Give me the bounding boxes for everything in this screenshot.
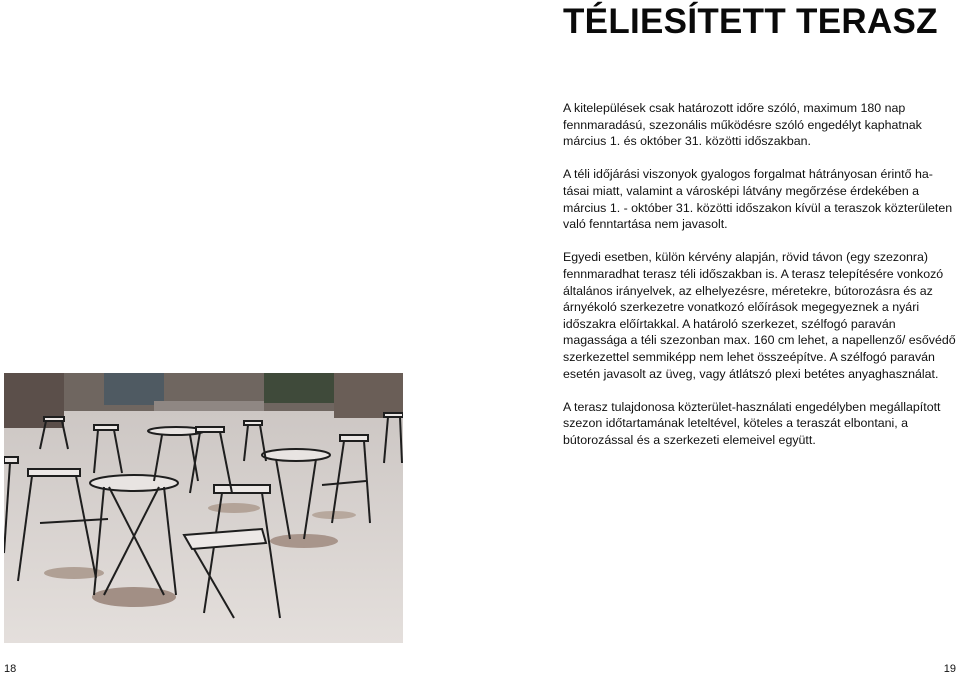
page-number-left: 18 (4, 663, 17, 675)
page-title: TÉLIESÍTETT TERASZ (563, 2, 938, 41)
paragraph-2: A téli időjárási viszonyok gyalogos forgalmat hátrányosan érintő ha- tásai miatt, valamint a városképi látvány megőrzése érdekében a március 1. - október 31. közötti időszakon kívül a teraszok közterületen való fenntartása nem javasolt. (563, 167, 953, 232)
terrace-photo-illustration (4, 373, 403, 643)
paragraph-1: A kitelepülések csak határozott időre szóló, maximum 180 nap fennmaradású, szezonális működésre szóló engedélyt kaphatnak március 1. és október 31. közötti időszakban. (563, 101, 922, 149)
paragraph-4: A terasz tulajdonosa közterület-használati engedélyben megállapított szezon időtartamának leteltével, köteles a teraszát elbontani, a bútorozással és a szerkezeti elemeivel együtt. (563, 399, 941, 447)
paragraph-3: Egyedi esetben, külön kérvény alapján, rövid távon (egy szezonra) fennmaradhat terasz téli időszakban is. A terasz telepítésére vonkozó általános irányelvek, az elhelyezésre, méretekre, bútorozásra és az árnyékoló szerkezetre vonatkozó előírások megegyeznek a nyári időszakra előírtakkal. A határoló szerkezet, szélfogó paraván magassága a téli szezonban max. 160 cm lehet, a napellenző/ esővédő szerkezettel semmiképp nem lehet összeépítve. A szélfogó paraván esetén javasolt az üveg, vagy átlátszó plexi betétes anyaghasználat. (563, 250, 956, 381)
page-number-right: 19 (943, 663, 956, 675)
body-text (563, 100, 958, 465)
snowy-terrace-photo (4, 373, 403, 643)
